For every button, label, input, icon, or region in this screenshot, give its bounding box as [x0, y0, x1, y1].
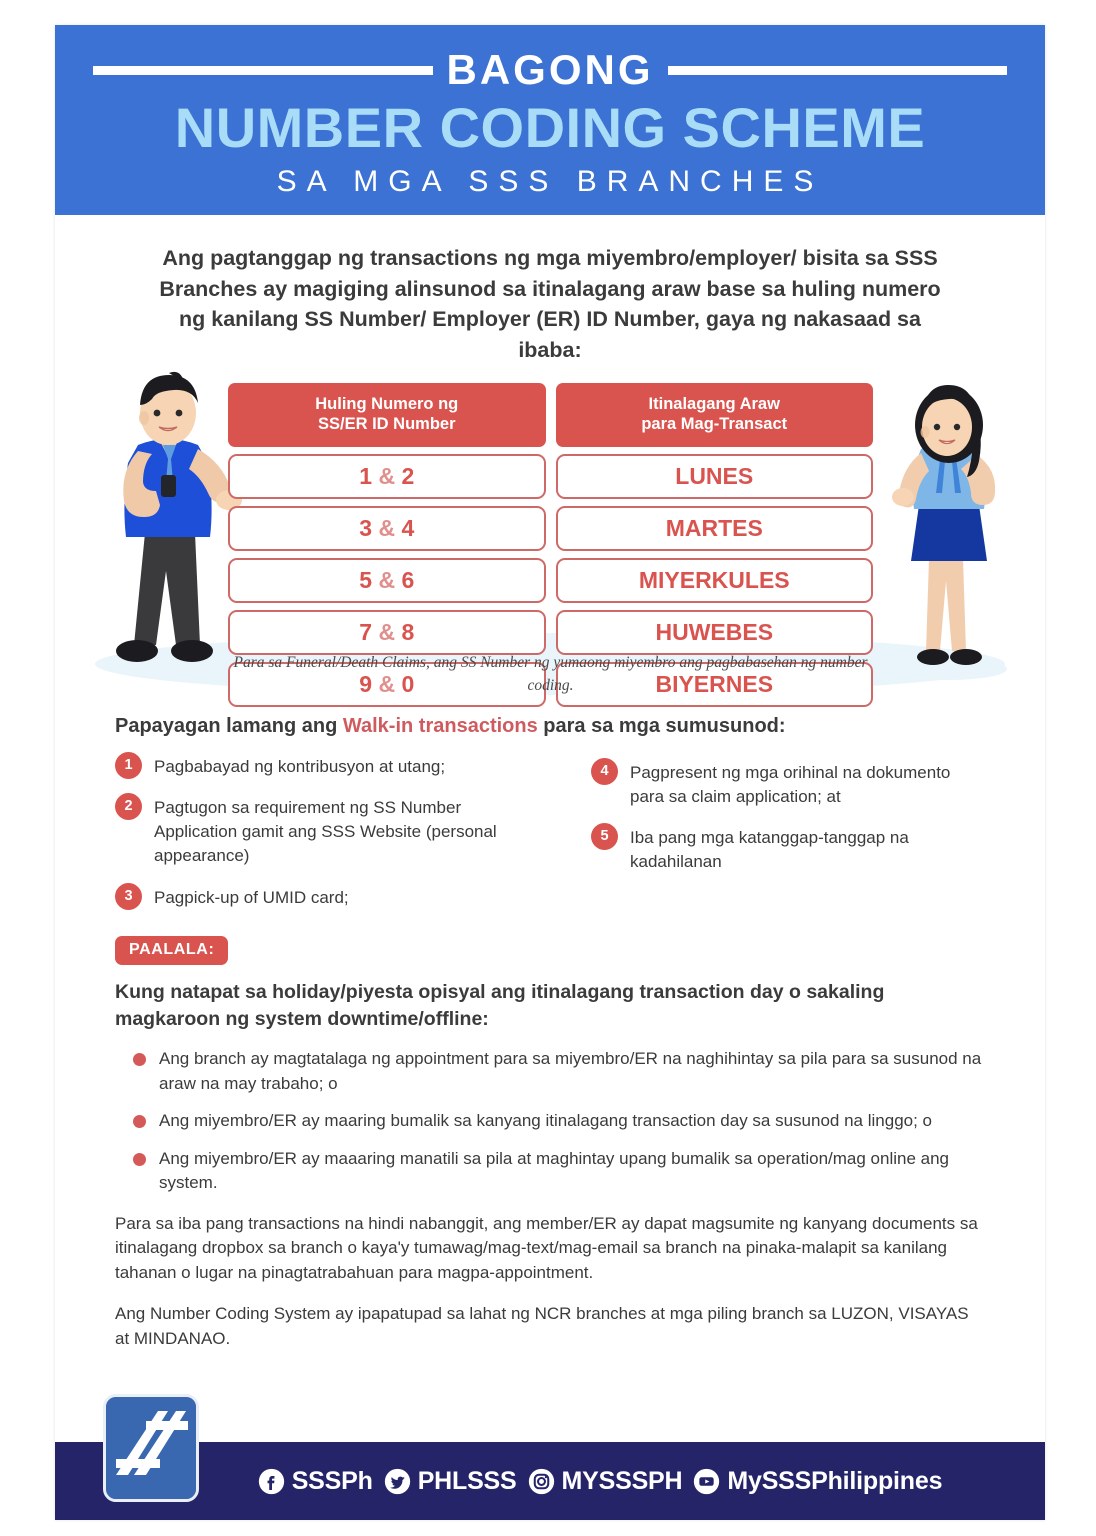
rule-right [668, 66, 1008, 75]
list-item-text: Pagbabayad ng kontribusyon at utang; [154, 757, 446, 777]
digit-left: 1 [359, 462, 373, 489]
status-badge: PAALALA: [115, 936, 228, 965]
table-header-day [556, 383, 874, 447]
intro-paragraph: Ang pagtanggap ng transactions ng mga miyembro/employer/ bisita sa SSS Branches ay magiging alinsunod sa itinalagang araw base sa huling numero ng kanilang SS Number/ Employer (ER) ID Number, gaya ng nakasaad sa ibaba: [159, 246, 941, 362]
digit-right: 6 [401, 566, 415, 593]
closing-paragraph-1: Para sa iba pang transactions na hindi nabanggit, ang member/ER ay dapat magsumite ng kanyang documents sa itinalagang dropbox sa branch o kaya'y tumawag/mag-text/mag-email sa branch na pinaka-malapit sa kanilang tahanan o lugar na pinagtatrabahuan para magpa-appointment. [115, 1213, 978, 1283]
cell-digits [228, 610, 546, 655]
cell-day: MARTES [556, 506, 874, 551]
cell-digits [228, 558, 546, 603]
female-illustration [867, 377, 1027, 687]
cell-day: MIYERKULES [556, 558, 874, 603]
list-item [591, 823, 985, 874]
walkin-column-left [115, 752, 509, 924]
bullet-dot-icon [133, 1053, 146, 1066]
th-right-line1: Itinalagang Araw [648, 395, 780, 414]
number-badge: 2 [115, 793, 142, 820]
digit-left: 5 [359, 566, 373, 593]
th-left-line2: SS/ER ID Number [317, 414, 456, 433]
ampersand: & [378, 618, 396, 645]
table-row [228, 454, 873, 499]
paalala-section [115, 936, 985, 1196]
social-links [55, 1442, 1045, 1520]
eyebrow-row [55, 46, 1045, 93]
list-item-text: Pagpresent ng mga orihinal na dokumento para sa claim application; at [630, 763, 951, 807]
digit-left: 7 [359, 618, 373, 645]
social-youtube[interactable] [693, 1467, 942, 1496]
list-item [115, 883, 509, 910]
walkin-column-right [529, 752, 985, 924]
instagram-icon[interactable] [528, 1468, 555, 1495]
digit-right: 8 [401, 618, 415, 645]
walkin-heading-accent: Walk-in transactions [342, 715, 538, 738]
bullet-dot-icon [133, 1115, 146, 1128]
header-subtitle: SA MGA SSS BRANCHES [276, 164, 824, 198]
table-header-digits [228, 383, 546, 447]
sss-logo [103, 1394, 199, 1502]
list-item-text: Pagpick-up of UMID card; [154, 887, 349, 907]
list-item-text: Iba pang mga katanggap-tanggap na kadahilanan [630, 828, 909, 872]
twitter-icon[interactable] [384, 1468, 411, 1495]
list-item [591, 758, 985, 809]
list-item [133, 1109, 985, 1133]
list-item [115, 793, 509, 868]
cell-day: HUWEBES [556, 610, 874, 655]
walkin-section [115, 715, 985, 924]
social-instagram[interactable] [528, 1467, 683, 1496]
digit-left: 3 [359, 514, 373, 541]
digit-right: 4 [401, 514, 415, 541]
list-item-text: Pagtugon sa requirement ng SS Number Application gamit ang SSS Website (personal appearance) [154, 798, 497, 866]
table-section [55, 383, 1045, 713]
bullet-text: Ang miyembro/ER ay maaaring manatili sa pila at maghintay upang bumalik sa operation/mag online ang system. [159, 1148, 949, 1193]
list-item [133, 1147, 985, 1196]
social-label: PHLSSS [417, 1466, 517, 1495]
cell-digits [228, 454, 546, 499]
walkin-heading-before: Papayagan lamang ang [115, 715, 343, 738]
social-twitter[interactable] [384, 1467, 517, 1496]
paalala-heading: Kung natapat sa holiday/piyesta opisyal ang itinalagang transaction day o sakaling magkaroon ng system downtime/offline: [115, 980, 885, 1030]
table-row [228, 558, 873, 603]
footer-bar [55, 1442, 1045, 1520]
cell-day: BIYERNES [556, 662, 874, 707]
ampersand: & [378, 670, 396, 697]
digit-right: 2 [401, 462, 415, 489]
social-label: SSSPh [291, 1466, 373, 1495]
ampersand: & [378, 566, 396, 593]
bullet-dot-icon [133, 1153, 146, 1166]
list-item [115, 752, 509, 779]
table-row [228, 610, 873, 655]
social-label: MySSSPhilippines [727, 1466, 943, 1495]
rule-left [93, 66, 433, 75]
infographic-page [55, 25, 1045, 1520]
walkin-heading [115, 715, 985, 738]
digit-right: 0 [401, 670, 415, 697]
number-badge: 4 [591, 758, 618, 785]
paalala-bullets [133, 1047, 985, 1195]
ampersand: & [378, 514, 396, 541]
list-item [133, 1047, 985, 1096]
ampersand: & [378, 462, 396, 489]
number-badge: 5 [591, 823, 618, 850]
facebook-icon[interactable] [258, 1468, 285, 1495]
cell-day: LUNES [556, 454, 874, 499]
th-right-line2: para Mag-Transact [641, 414, 788, 433]
walkin-columns [115, 752, 985, 924]
header-eyebrow: BAGONG [446, 46, 654, 93]
table-footnote: Para sa Funeral/Death Claims, ang SS Number ng yumaong miyembro ang pagbabasehan ng number coding. [233, 654, 868, 695]
th-left-line1: Huling Numero ng [315, 395, 459, 414]
social-label: MYSSSPH [561, 1466, 683, 1495]
number-badge: 3 [115, 883, 142, 910]
table-row [228, 506, 873, 551]
page-title: NUMBER CODING SCHEME [174, 96, 926, 159]
number-badge: 1 [115, 752, 142, 779]
social-facebook[interactable] [258, 1467, 373, 1496]
table-header-row [228, 383, 873, 447]
youtube-icon[interactable] [693, 1468, 720, 1495]
header-banner [55, 25, 1045, 215]
cell-digits [228, 506, 546, 551]
walkin-heading-after: para sa mga sumusunod: [537, 715, 786, 738]
digit-left: 9 [359, 670, 373, 697]
bullet-text: Ang miyembro/ER ay maaring bumalik sa kanyang itinalagang transaction day sa susunod na linggo; o [159, 1111, 933, 1131]
closing-paragraph-2: Ang Number Coding System ay ipapatupad sa lahat ng NCR branches at mga piling branch sa LUZON, VISAYAS at MINDANAO. [115, 1304, 969, 1348]
bullet-text: Ang branch ay magtatalaga ng appointment para sa miyembro/ER na naghihintay sa pila para sa susunod na araw na may trabaho; o [159, 1049, 982, 1093]
